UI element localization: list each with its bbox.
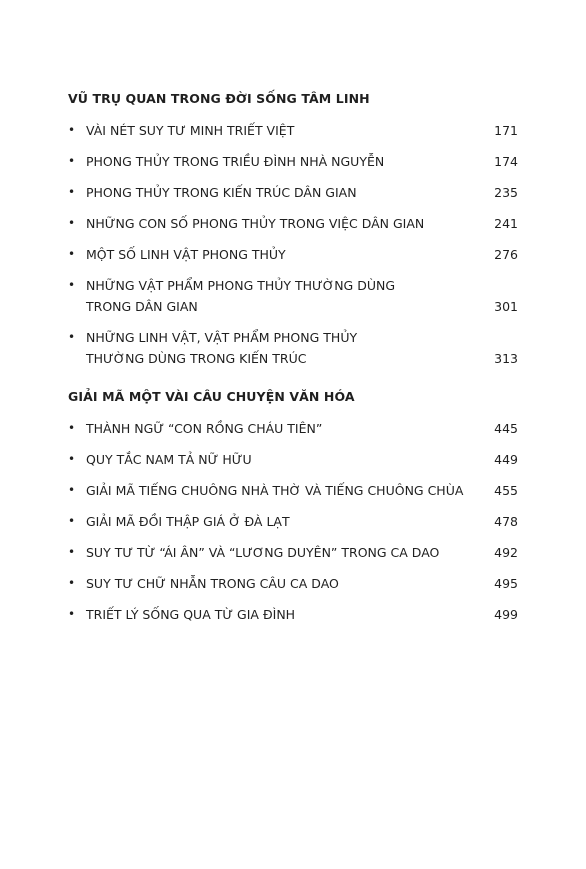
section-title: GIẢI MÃ MỘT VÀI CÂU CHUYỆN VĂN HÓA bbox=[68, 389, 355, 404]
entry-title-line: SUY TƯ CHỮ NHẪN TRONG CÂU CA DAO bbox=[86, 576, 339, 591]
toc-entry bbox=[68, 151, 518, 172]
toc-section-2 bbox=[68, 388, 518, 635]
entry-title-line: GIẢI MÃ TIẾNG CHUÔNG NHÀ THỜ VÀ TIẾNG CHUÔNG CHÙA bbox=[86, 483, 464, 498]
bullet-icon: • bbox=[68, 514, 76, 528]
bullet-icon: • bbox=[68, 452, 76, 466]
toc-entry bbox=[68, 511, 518, 532]
bullet-icon: • bbox=[68, 123, 76, 137]
page-number: 449 bbox=[494, 452, 518, 467]
toc-entry bbox=[68, 275, 518, 317]
page-number: 276 bbox=[494, 247, 518, 262]
bullet-icon: • bbox=[68, 483, 76, 497]
page-number: 301 bbox=[494, 299, 518, 314]
toc-entry bbox=[68, 418, 518, 439]
page-number: 495 bbox=[494, 576, 518, 591]
bullet-icon: • bbox=[68, 278, 76, 292]
page-number: 241 bbox=[494, 216, 518, 231]
entry-title-line: NHỮNG CON SỐ PHONG THỦY TRONG VIỆC DÂN GIAN bbox=[86, 216, 425, 231]
page-number: 478 bbox=[494, 514, 518, 529]
page-number: 445 bbox=[494, 421, 518, 436]
entry-title-line: PHONG THỦY TRONG TRIỀU ĐÌNH NHÀ NGUYỄN bbox=[86, 154, 385, 169]
toc-entry bbox=[68, 213, 518, 234]
toc-entry bbox=[68, 120, 518, 141]
entry-title-line: NHỮNG VẬT PHẨM PHONG THỦY THƯỜNG DÙNG bbox=[86, 278, 396, 293]
toc-entry bbox=[68, 604, 518, 625]
toc-entry bbox=[68, 244, 518, 265]
toc-entry bbox=[68, 327, 518, 369]
entry-title-line: TRONG DÂN GIAN bbox=[86, 299, 198, 314]
entry-title-line: SUY TƯ TỪ “ÁI ÂN” VÀ “LƯƠNG DUYÊN” TRONG CA DAO bbox=[86, 545, 440, 560]
bullet-icon: • bbox=[68, 154, 76, 168]
bullet-icon: • bbox=[68, 216, 76, 230]
page-number: 492 bbox=[494, 545, 518, 560]
entry-title-line: NHỮNG LINH VẬT, VẬT PHẨM PHONG THỦY bbox=[86, 330, 358, 345]
bullet-icon: • bbox=[68, 607, 76, 621]
entry-title-line: VÀI NÉT SUY TƯ MINH TRIẾT VIỆT bbox=[86, 123, 295, 138]
bullet-icon: • bbox=[68, 576, 76, 590]
toc-entry bbox=[68, 449, 518, 470]
page-number: 174 bbox=[494, 154, 518, 169]
bullet-icon: • bbox=[68, 545, 76, 559]
page-number: 499 bbox=[494, 607, 518, 622]
entry-title-line: GIẢI MÃ ĐỒI THẬP GIÁ Ở ĐÀ LẠT bbox=[86, 514, 290, 529]
bullet-icon: • bbox=[68, 330, 76, 344]
bullet-icon: • bbox=[68, 185, 76, 199]
entry-title-line: PHONG THỦY TRONG KIẾN TRÚC DÂN GIAN bbox=[86, 185, 357, 200]
toc-section-1 bbox=[68, 90, 518, 379]
toc-entry bbox=[68, 542, 518, 563]
toc-entries bbox=[68, 120, 518, 369]
toc-entry bbox=[68, 480, 518, 501]
bullet-icon: • bbox=[68, 247, 76, 261]
entry-title-line: THÀNH NGỮ “CON RỒNG CHÁU TIÊN” bbox=[86, 421, 323, 436]
page-number: 455 bbox=[494, 483, 518, 498]
page-number: 171 bbox=[494, 123, 518, 138]
toc-entries bbox=[68, 418, 518, 625]
entry-title-line: QUY TẮC NAM TẢ NỮ HỮU bbox=[86, 452, 252, 467]
section-title: VŨ TRỤ QUAN TRONG ĐỜI SỐNG TÂM LINH bbox=[68, 91, 370, 106]
page-number: 313 bbox=[494, 351, 518, 366]
bullet-icon: • bbox=[68, 421, 76, 435]
toc-entry bbox=[68, 182, 518, 203]
page-number: 235 bbox=[494, 185, 518, 200]
entry-title-line: THƯỜNG DÙNG TRONG KIẾN TRÚC bbox=[86, 351, 307, 366]
entry-title-line: MỘT SỐ LINH VẬT PHONG THỦY bbox=[86, 247, 286, 262]
entry-title-line: TRIẾT LÝ SỐNG QUA TỪ GIA ĐÌNH bbox=[86, 607, 296, 622]
toc-entry bbox=[68, 573, 518, 594]
